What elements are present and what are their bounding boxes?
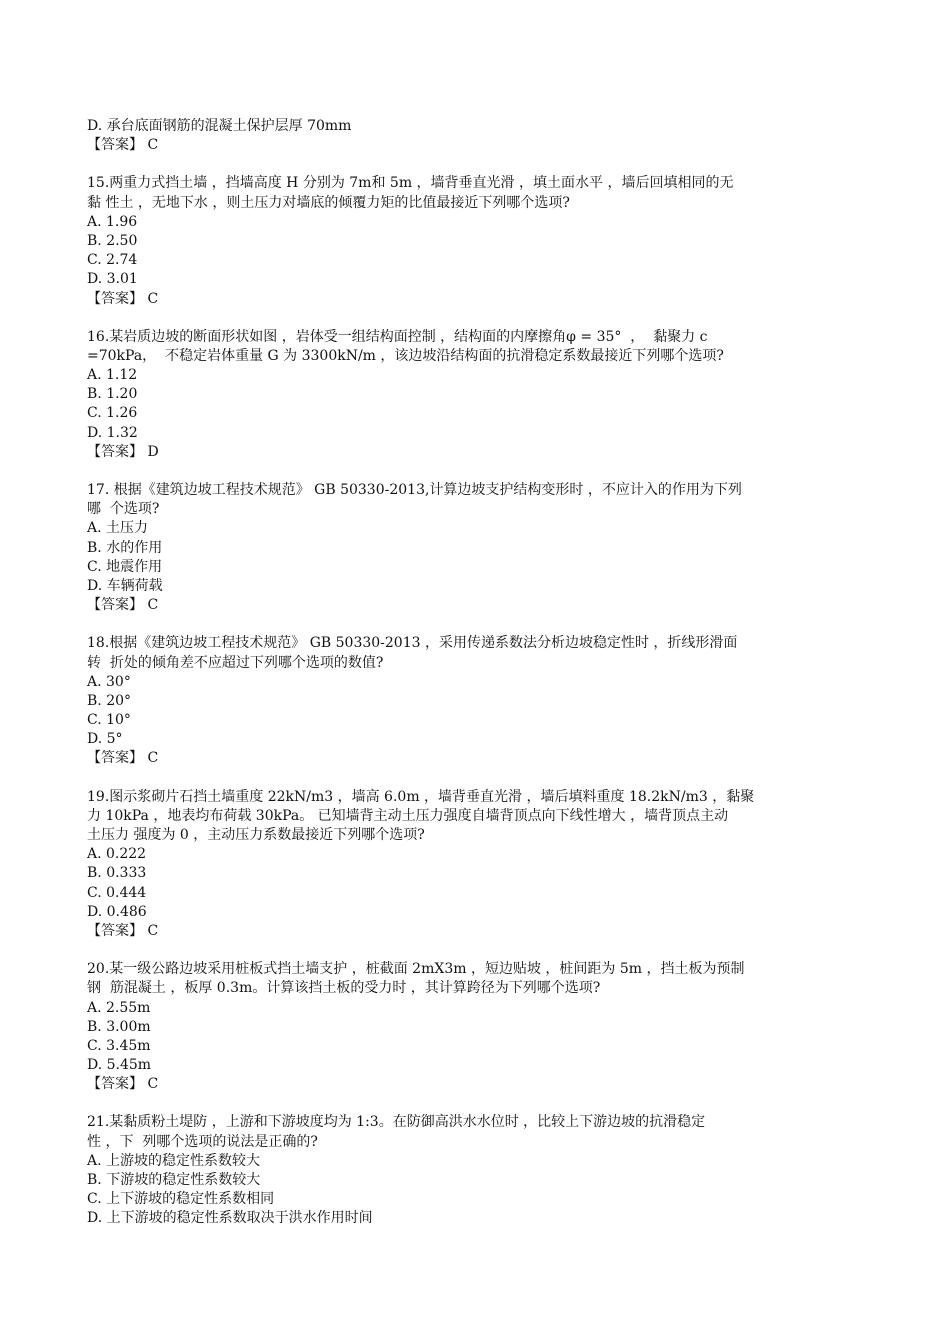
option-c: C. 地震作用: [87, 558, 163, 575]
question-text: 转 折处的倾角差不应超过下列哪个选项的数值?: [87, 654, 384, 671]
option-d: D. 承台底面钢筋的混凝土保护层厚 70mm: [87, 118, 352, 134]
option-d: D. 5°: [87, 731, 123, 748]
question-text: 21.某黏质粉土堤防 ，上游和下游坡度均为 1:3。在防御高洪水水位时 ，比较上下游边坡的抗滑稳定: [87, 1114, 706, 1131]
option-d: D. 5.45m: [87, 1057, 152, 1074]
option-d: D. 上下游坡的稳定性系数取决于洪水作用时间: [87, 1210, 373, 1227]
option-b: B. 水的作用: [87, 539, 163, 556]
question-17: [87, 481, 867, 615]
option-b: B. 0.333: [87, 865, 147, 882]
question-text: 15.两重力式挡土墙 ，挡墙高度 H 分别为 7m和 5m ，墙背垂直光滑 ，填土面水平 ，墙后回填相同的无: [87, 175, 734, 192]
option-c: C. 0.444: [87, 884, 147, 901]
answer: 【答案】 C: [87, 922, 159, 939]
answer: 【答案】 C: [87, 750, 159, 767]
answer: 【答案】 C: [87, 290, 159, 307]
option-a: A. 0.222: [87, 846, 147, 863]
option-a: A. 1.12: [87, 367, 138, 384]
question-21: [87, 1113, 867, 1228]
question-text: =70kPa， 不稳定岩体重量 G 为 3300kN/m ，该边坡沿结构面的抗滑稳定系数最接近下列哪个选项?: [87, 347, 724, 364]
question-text: 土压力 强度为 0 ，主动压力系数最接近下列哪个选项?: [87, 827, 425, 843]
answer: 【答案】 C: [87, 1076, 159, 1093]
option-d: D. 车辆荷载: [87, 577, 163, 594]
question-text: 力 10kPa ，地表均布荷载 30kPa。 已知墙背主动土压力强度自墙背顶点向下线性增大 ，墙背顶点主动: [87, 807, 729, 824]
question-text: 18.根据《建筑边坡工程技术规范》 GB 50330-2013 ，采用传递系数法分析边坡稳定性时 ，折线形滑面: [87, 635, 738, 652]
option-c: C. 10°: [87, 712, 131, 729]
option-c: C. 2.74: [87, 252, 138, 269]
option-a: A. 土压力: [87, 520, 149, 537]
question-18: [87, 634, 867, 768]
answer: 【答案】 D: [87, 443, 159, 460]
question-text: 性 ，下 列哪个选项的说法是正确的?: [87, 1133, 318, 1150]
page-content: [87, 117, 867, 1229]
question-text: 19.图示浆砌片石挡土墙重度 22kN/m3 ，墙高 6.0m ，墙背垂直光滑 ，墙后填料重度 18.2kN/m3 ，黏聚: [87, 788, 755, 805]
option-b: B. 2.50: [87, 232, 138, 249]
option-b: B. 3.00m: [87, 1018, 151, 1035]
answer: 【答案】 C: [87, 597, 159, 614]
question-text: 20.某一级公路边坡采用桩板式挡土墙支护 ，桩截面 2mX3m ，短边贴坡 ，桩间距为 5m ，挡土板为预制: [87, 961, 745, 978]
option-a: A. 30°: [87, 673, 131, 690]
option-b: B. 20°: [87, 692, 132, 709]
question-text: 钢 筋混凝土 ，板厚 0.3m。计算该挡土板的受力时 ，其计算跨径为下列哪个选项?: [87, 980, 601, 997]
question-16: [87, 328, 867, 462]
option-a: A. 1.96: [87, 213, 138, 230]
question-text: 16.某岩质边坡的断面形状如图 ，岩体受一组结构面控制 ，结构面的内摩擦角φ = 35° ， 黏聚力 c: [87, 328, 708, 345]
option-a: A. 上游坡的稳定性系数较大: [87, 1152, 261, 1169]
option-d: D. 3.01: [87, 271, 138, 288]
option-a: A. 2.55m: [87, 999, 151, 1016]
question-20: [87, 960, 867, 1094]
question-15: [87, 174, 867, 308]
option-d: D. 0.486: [87, 903, 147, 920]
option-c: C. 1.26: [87, 405, 138, 422]
option-c: C. 上下游坡的稳定性系数相同: [87, 1191, 275, 1208]
option-c: C. 3.45m: [87, 1037, 151, 1054]
question-19: [87, 788, 867, 942]
question-text: 17. 根据《建筑边坡工程技术规范》 GB 50330-2013,计算边坡支护结构变形时 ，不应计入的作用为下列: [87, 482, 742, 498]
option-b: B. 下游坡的稳定性系数较大: [87, 1172, 261, 1188]
option-d: D. 1.32: [87, 424, 138, 441]
previous-question-tail: [87, 117, 867, 155]
question-text: 哪 个选项?: [87, 501, 160, 518]
option-b: B. 1.20: [87, 386, 138, 403]
question-text: 黏 性土 ，无地下水 ，则土压力对墙底的倾覆力矩的比值最接近下列哪个选项?: [87, 194, 570, 211]
answer: 【答案】 C: [87, 137, 159, 154]
